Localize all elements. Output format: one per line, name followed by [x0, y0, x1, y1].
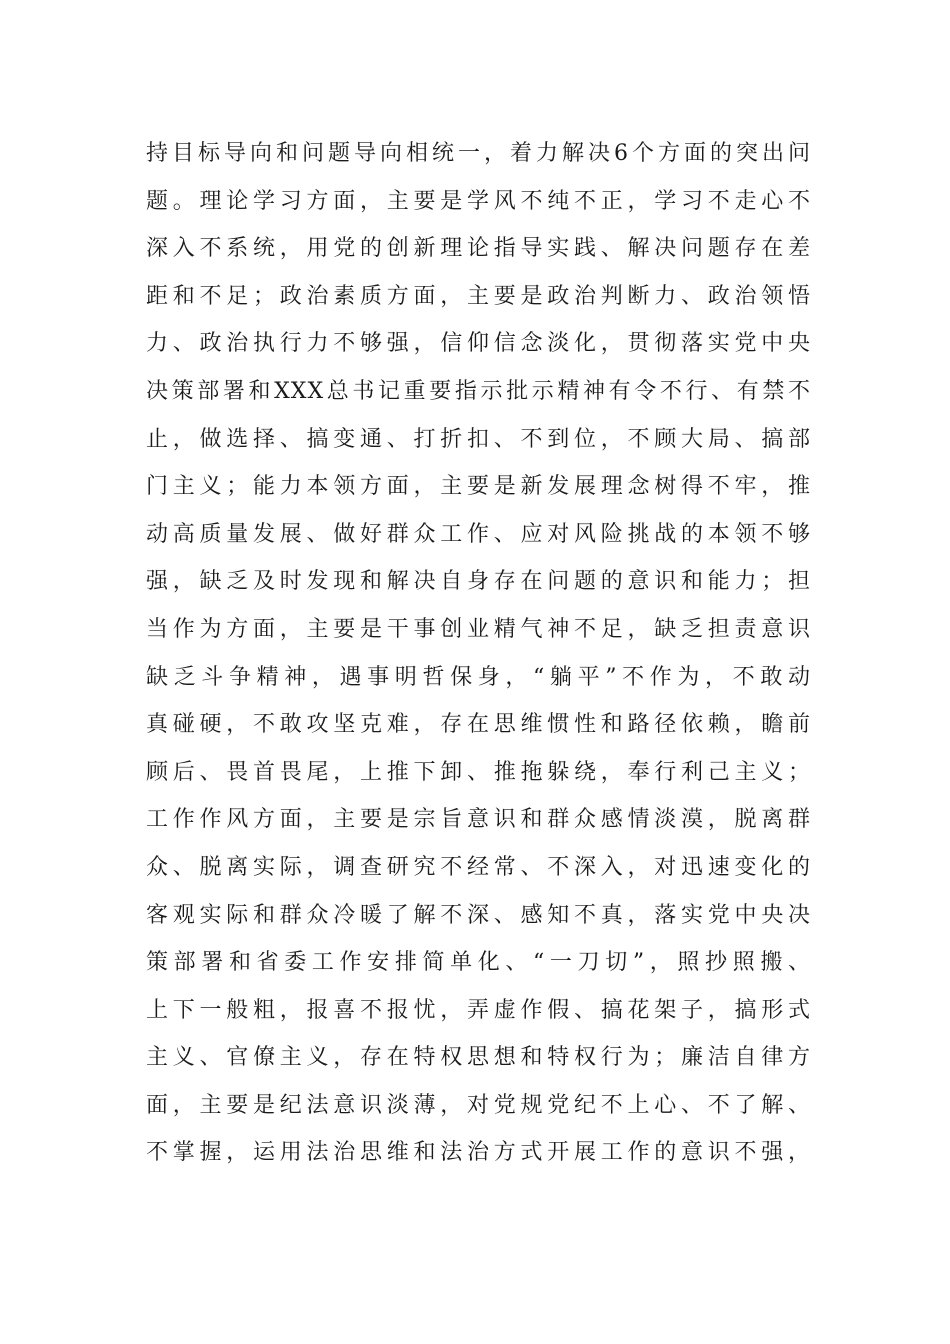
text-line: 题。理论学习方面，主要是学风不纯不正，学习不走心不 — [146, 188, 811, 214]
text-line: 缺乏斗争精神，遇事明哲保身，“躺平”不作为，不敢动 — [146, 664, 811, 690]
text-line: 主义、官僚主义，存在特权思想和特权行为；廉洁自律方 — [146, 1045, 811, 1071]
text-line: 客观实际和群众冷暖了解不深、感知不真，落实党中央决 — [146, 902, 811, 928]
text-line: 工作作风方面，主要是宗旨意识和群众感情淡漠，脱离群 — [146, 807, 811, 833]
text-line: 当作为方面，主要是干事创业精气神不足，缺乏担责意识 — [146, 616, 811, 642]
text-line: 持目标导向和问题导向相统一，着力解决6个方面的突出问 — [146, 141, 811, 166]
text-line: 门主义；能力本领方面，主要是新发展理念树得不牢，推 — [146, 474, 811, 500]
text-line: 顾后、畏首畏尾，上推下卸、推拖躲绕，奉行利己主义； — [146, 759, 811, 785]
text-line: 众、脱离实际，调查研究不经常、不深入，对迅速变化的 — [146, 854, 811, 880]
text-line: 动高质量发展、做好群众工作、应对风险挑战的本领不够 — [146, 521, 811, 547]
text-line: 真碰硬，不敢攻坚克难，存在思维惯性和路径依赖，瞻前 — [146, 712, 811, 738]
text-line: 策部署和省委工作安排简单化、“一刀切”，照抄照搬、 — [146, 950, 811, 976]
text-line: 深入不系统，用党的创新理论指导实践、解决问题存在差 — [146, 236, 811, 262]
text-line: 面，主要是纪法意识淡薄，对党规党纪不上心、不了解、 — [146, 1092, 811, 1118]
text-line: 不掌握，运用法治思维和法治方式开展工作的意识不强， — [146, 1140, 811, 1166]
text-line: 止，做选择、搞变通、打折扣、不到位，不顾大局、搞部 — [146, 426, 811, 452]
text-line: 上下一般粗，报喜不报忧，弄虚作假、搞花架子，搞形式 — [146, 997, 811, 1023]
body-paragraph — [146, 130, 811, 1177]
text-line: 决策部署和XXX总书记重要指示批示精神有令不行、有禁不 — [146, 378, 811, 404]
text-line: 强，缺乏及时发现和解决自身存在问题的意识和能力；担 — [146, 569, 811, 595]
text-line: 力、政治执行力不够强，信仰信念淡化，贯彻落实党中央 — [146, 331, 811, 357]
text-line: 距和不足；政治素质方面，主要是政治判断力、政治领悟 — [146, 283, 811, 309]
